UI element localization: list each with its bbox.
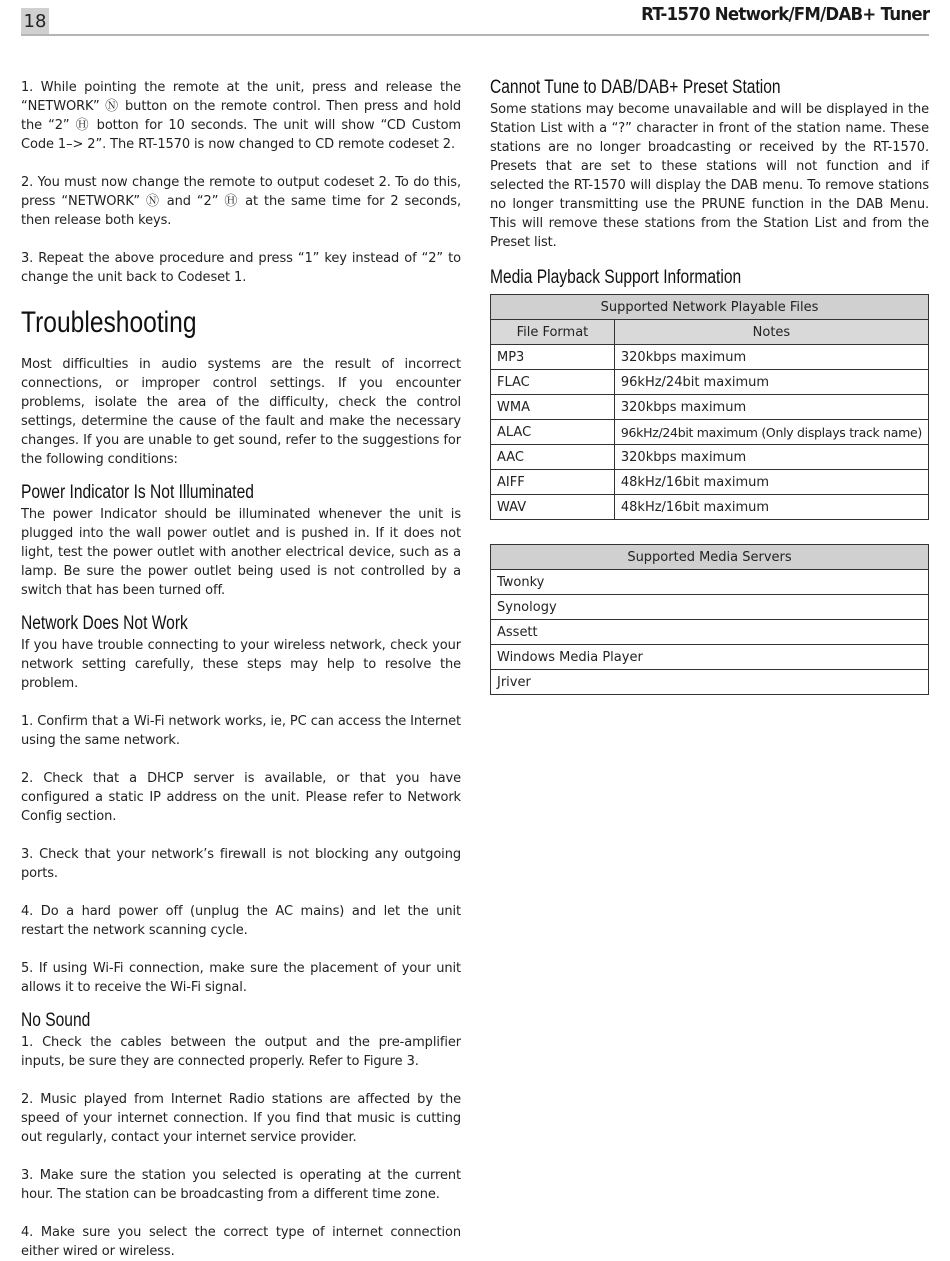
network-step: 5. If using Wi-Fi connection, make sure the placement of your unit allows it to receive the Wi-Fi signal. bbox=[21, 961, 461, 995]
notes-cell: 96kHz/24bit maximum (Only displays track name) bbox=[614, 420, 928, 445]
codeset-step-3: 3. Repeat the above procedure and press “1” key instead of “2” to change the unit back to Codeset 1. bbox=[21, 251, 461, 285]
table-row bbox=[491, 420, 929, 445]
files-table-caption: Supported Network Playable Files bbox=[491, 295, 929, 320]
left-column bbox=[21, 78, 461, 1261]
media-heading: Media Playback Support Information bbox=[490, 267, 742, 288]
network-step: 2. Check that a DHCP server is available, or that you have configured a static IP address on the unit. Please refer to Network Config section. bbox=[21, 771, 461, 824]
file-format-cell: FLAC bbox=[491, 370, 615, 395]
file-format-cell: MP3 bbox=[491, 345, 615, 370]
page-header bbox=[21, 4, 929, 32]
table-row bbox=[491, 370, 929, 395]
page-number: 18 bbox=[21, 8, 49, 35]
column-header-format: File Format bbox=[491, 320, 615, 345]
codeset-step-1: 1. While pointing the remote at the unit, press and release the “NETWORK” Ⓝ button on the remote control. Then press and hold the “2” Ⓗ botton for 10 seconds. The unit will show “CD Custom Code 1–> 2”. The RT-1570 is now changed to CD remote codeset 2. bbox=[21, 80, 461, 152]
network-step: 3. Check that your network’s firewall is not blocking any outgoing ports. bbox=[21, 847, 461, 881]
notes-cell: 48kHz/16bit maximum bbox=[614, 470, 928, 495]
file-format-cell: WMA bbox=[491, 395, 615, 420]
table-row bbox=[491, 445, 929, 470]
network-step: 1. Confirm that a Wi-Fi network works, ie, PC can access the Internet using the same network. bbox=[21, 714, 461, 748]
servers-table-caption: Supported Media Servers bbox=[491, 545, 929, 570]
table-row bbox=[491, 670, 929, 695]
network-step: 4. Do a hard power off (unplug the AC mains) and let the unit restart the network scanning cycle. bbox=[21, 904, 461, 938]
table-row bbox=[491, 645, 929, 670]
right-column bbox=[490, 76, 929, 695]
notes-cell: 48kHz/16bit maximum bbox=[614, 495, 928, 520]
server-cell: Synology bbox=[491, 595, 929, 620]
nosound-step: 2. Music played from Internet Radio stations are affected by the speed of your internet connection. If you find that music is cutting out regularly, contact your internet service provider. bbox=[21, 1092, 461, 1145]
notes-cell: 96kHz/24bit maximum bbox=[614, 370, 928, 395]
server-cell: Jriver bbox=[491, 670, 929, 695]
table-row bbox=[491, 595, 929, 620]
nosound-step: 1. Check the cables between the output and the pre-amplifier inputs, be sure they are connected properly. Refer to Figure 3. bbox=[21, 1035, 461, 1069]
power-text: The power Indicator should be illuminated whenever the unit is plugged into the wall power outlet and is pushed in. If it does not light, test the power outlet with another electrical device, such as a lamp. Be sure the power outlet being used is not controlled by a switch that has been turned off. bbox=[21, 507, 461, 598]
notes-cell: 320kbps maximum bbox=[614, 345, 928, 370]
table-row bbox=[491, 470, 929, 495]
supported-files-table bbox=[490, 294, 929, 520]
server-cell: Assett bbox=[491, 620, 929, 645]
file-format-cell: ALAC bbox=[491, 420, 615, 445]
network-heading: Network Does Not Work bbox=[21, 613, 188, 634]
network-intro: If you have trouble connecting to your wireless network, check your network setting carefully, these steps may help to resolve the problem. bbox=[21, 638, 461, 691]
server-cell: Windows Media Player bbox=[491, 645, 929, 670]
nosound-step: 3. Make sure the station you selected is operating at the current hour. The station can be broadcasting from a different time zone. bbox=[21, 1168, 461, 1202]
table-row bbox=[491, 395, 929, 420]
media-servers-table bbox=[490, 544, 929, 695]
power-heading: Power Indicator Is Not Illuminated bbox=[21, 482, 254, 503]
header-rule bbox=[21, 34, 929, 36]
troubleshooting-heading: Troubleshooting bbox=[21, 306, 197, 339]
file-format-cell: AIFF bbox=[491, 470, 615, 495]
table-row bbox=[491, 345, 929, 370]
table-row bbox=[491, 570, 929, 595]
dab-text: Some stations may become unavailable and will be displayed in the Station List with a “?” character in front of the station name. These stations are no longer broadcasting or received by the RT-1570. Presets that are set to these stations will not function and if selected the RT-1570 will display the DAB menu. To remove stations no longer transmitting use the PRUNE function in the DAB Menu. This will remove these stations from the Station List and from the Preset list. bbox=[490, 102, 929, 250]
document-title: RT-1570 Network/FM/DAB+ Tuner bbox=[640, 4, 929, 25]
table-row bbox=[491, 620, 929, 645]
troubleshooting-intro: Most difficulties in audio systems are the result of incorrect connections, or improper control settings. If you encounter problems, isolate the area of the difficulty, check the control settings, determine the cause of the fault and make the necessary changes. If you are unable to get sound, refer to the suggestions for the following conditions: bbox=[21, 357, 461, 467]
column-header-notes: Notes bbox=[614, 320, 928, 345]
codeset-step-2: 2. You must now change the remote to output codeset 2. To do this, press “NETWORK” Ⓝ and “2” Ⓗ at the same time for 2 seconds, then release both keys. bbox=[21, 175, 461, 228]
file-format-cell: WAV bbox=[491, 495, 615, 520]
notes-cell: 320kbps maximum bbox=[614, 395, 928, 420]
server-cell: Twonky bbox=[491, 570, 929, 595]
nosound-heading: No Sound bbox=[21, 1010, 91, 1031]
notes-cell: 320kbps maximum bbox=[614, 445, 928, 470]
table-row bbox=[491, 495, 929, 520]
dab-heading: Cannot Tune to DAB/DAB+ Preset Station bbox=[490, 77, 781, 98]
file-format-cell: AAC bbox=[491, 445, 615, 470]
nosound-step: 4. Make sure you select the correct type of internet connection either wired or wireless. bbox=[21, 1225, 461, 1259]
